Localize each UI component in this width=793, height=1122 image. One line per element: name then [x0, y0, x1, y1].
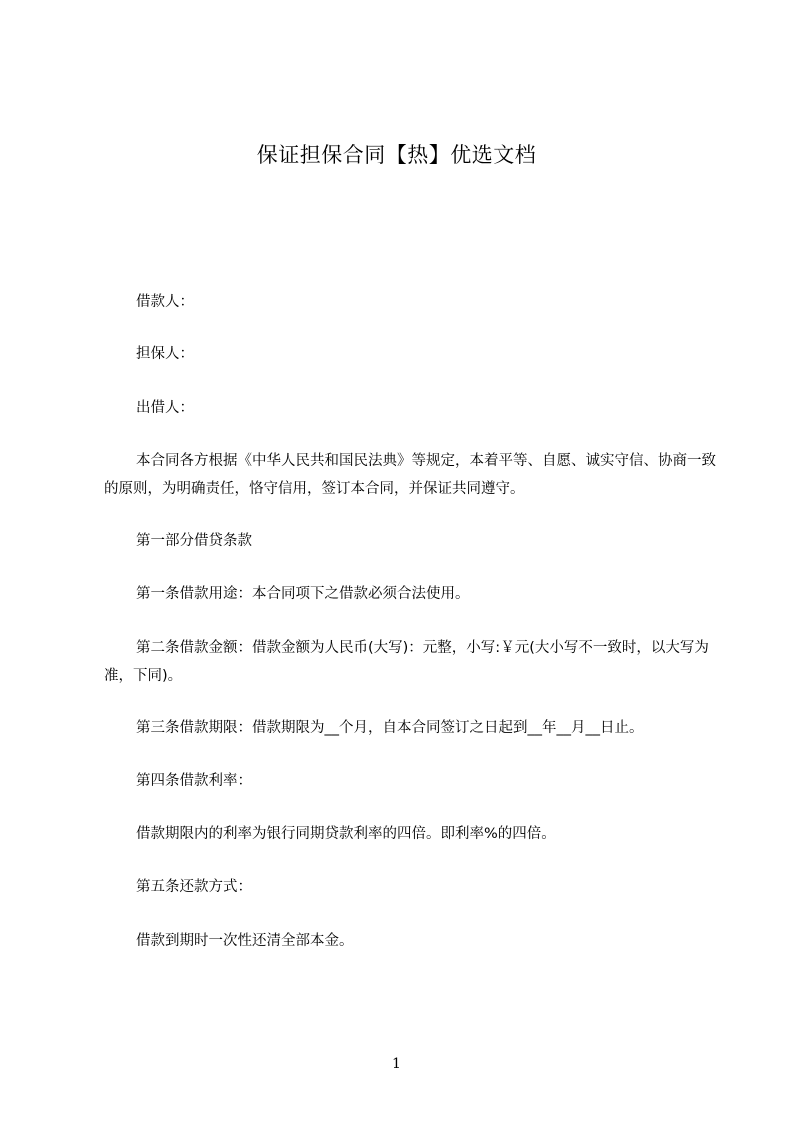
article-4-interest-rate: 第四条借款利率：	[136, 773, 252, 789]
repayment-detail: 借款到期时一次性还清全部本金。	[136, 933, 354, 949]
paragraph-borrower: 借款人：	[136, 294, 194, 310]
paragraph-guarantor: 担保人：	[136, 346, 194, 362]
article-5-repayment-method: 第五条还款方式：	[136, 879, 252, 895]
page-number: 1	[392, 1056, 401, 1072]
article-3-loan-term: 第三条借款期限：借款期限为__个月，自本合同签订之日起到__年__月__日止。	[136, 720, 644, 736]
document-title: 保证担保合同【热】优选文档	[256, 143, 537, 167]
section-heading-part-one: 第一部分借贷条款	[136, 533, 252, 549]
paragraph-preamble: 本合同各方根据《中华人民共和国民法典》等规定，本着平等、自愿、诚实守信、协商一致的原则，为明确责任，恪守信用，签订本合同，并保证共同遵守。	[104, 453, 716, 497]
article-2-loan-amount: 第二条借款金额：借款金额为人民币(大写)：元整，小写:￥元(大小写不一致时，以大写为准，下同)。	[104, 640, 709, 684]
paragraph-lender: 出借人：	[136, 400, 194, 416]
interest-rate-detail: 借款期限内的利率为银行同期贷款利率的四倍。即利率%的四倍。	[136, 826, 556, 842]
article-1-loan-purpose: 第一条借款用途：本合同项下之借款必须合法使用。	[136, 586, 470, 602]
